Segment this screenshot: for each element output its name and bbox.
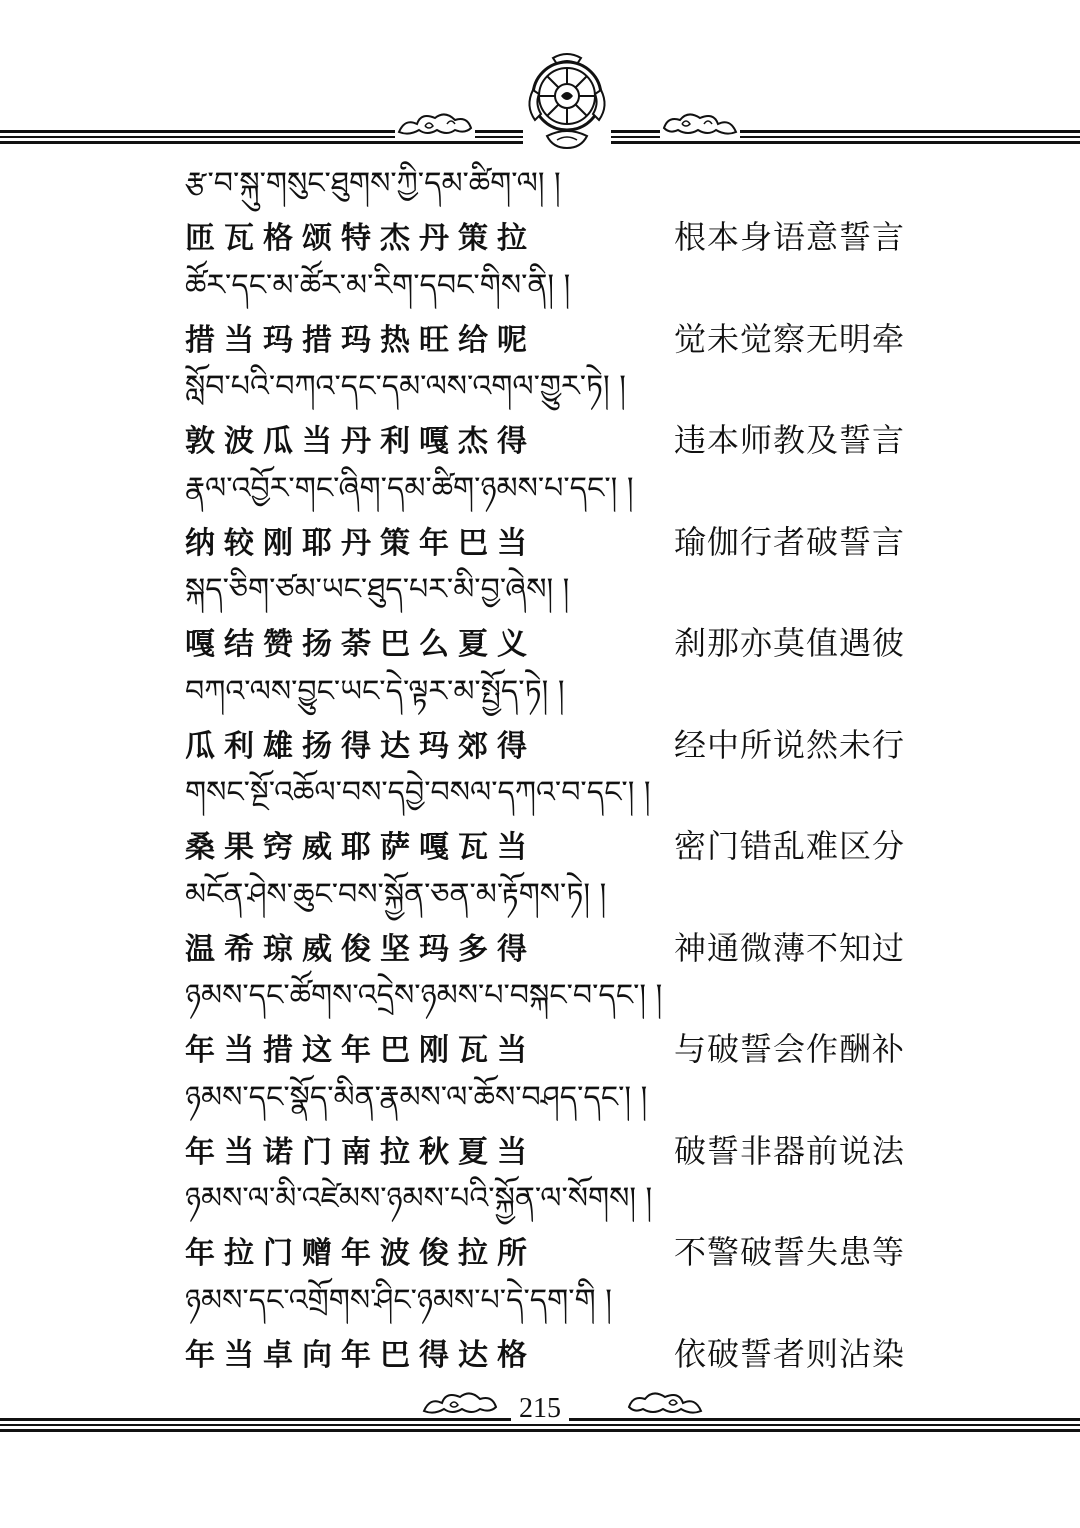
verse-block [185,160,905,262]
verse-block [185,262,905,364]
chinese-translation-line: 觉未觉察无明牵 [673,319,905,358]
transliteration-line: 纳较刚耶丹策年巴当 [185,525,536,561]
verse-block [185,769,905,871]
tibetan-verse-line: བཀའ་ལས་བྱུང་ཡང་དེ་ལྟར་མ་སྤྱོད་ཏེ། ། [185,673,565,709]
tibetan-verse-line: རྣལ་འབྱོར་གང་ཞིག་དམ་ཚིག་ཉམས་པ་དང་། ། [185,470,634,506]
verse-block [185,566,905,668]
chinese-translation-line: 神通微薄不知过 [673,928,905,967]
chinese-translation-line: 经中所说然未行 [673,725,905,764]
page-number-container [0,1393,1080,1425]
tibetan-verse-line: སློབ་པའི་བཀའ་དང་དམ་ལས་འགལ་གྱུར་ཏེ། ། [185,369,626,404]
page-footer-ornament [0,1385,1080,1445]
chinese-translation-line: 根本身语意誓言 [673,218,905,256]
chinese-translation-line: 瑜伽行者破誓言 [673,522,905,561]
footer-rule [0,1429,1080,1432]
transliteration-line: 年当卓向年巴得达格 [185,1337,536,1373]
tibetan-verse-line: སྐད་ཅིག་ཙམ་ཡང་ཐུད་པར་མི་བྱ་ཞེས། ། [185,572,570,607]
tibetan-verse-line: གསང་སྔོ་འཆོལ་བས་དབྱེ་བསལ་དཀའ་བ་དང་། ། [185,775,651,810]
transliteration-line: 瓜利雄扬得达玛郊得 [185,728,536,764]
verse-block [185,363,905,465]
tibetan-verse-line: ཉམས་དང་སྣོད་མིན་རྣམས་ལ་ཆོས་བཤད་དང་། ། [185,1079,648,1115]
verse-list [185,160,905,1378]
transliteration-line: 年拉门赠年波俊拉所 [185,1236,536,1271]
dharma-wheel-icon [523,50,611,160]
cloud-ornament-icon [395,108,475,138]
page-number: 215 [511,1393,569,1424]
chinese-translation-line: 破誓非器前说法 [673,1131,905,1170]
transliteration-line: 年当诺门南拉秋夏当 [185,1134,536,1170]
verse-block [185,1277,905,1379]
tibetan-verse-line: རྩ་བ་སྐུ་གསུང་ཐུགས་ཀྱི་དམ་ཚིག་ལ། ། [185,166,561,201]
verse-block [185,871,905,973]
chinese-translation-line: 依破誓者则沾染 [673,1334,905,1373]
tibetan-verse-line: ཉམས་དང་ཚོགས་འདྲེས་ཉམས་པ་བསྐང་བ་དང་། ། [185,978,663,1013]
chinese-translation-line: 不警破誓失患等 [673,1233,905,1271]
transliteration-line: 措当玛措玛热旺给呢 [185,322,536,358]
transliteration-line: 桑果窍威耶萨嘎瓦当 [185,830,536,865]
transliteration-line: 匝瓦格颂特杰丹策拉 [185,221,536,256]
verse-block [185,465,905,567]
transliteration-line: 嘎结赞扬荼巴么夏义 [185,627,536,662]
verse-block [185,1175,905,1277]
tibetan-verse-line: ཉམས་ལ་མི་འཛེམས་ཉམས་པའི་སྐྱོན་ལ་སོགས། ། [185,1181,653,1216]
tibetan-verse-line: ཉམས་དང་འགྲོགས་ཤིང་ཉམས་པ་དེ་དག་གི ། [185,1282,612,1318]
transliteration-line: 温希琼威俊坚玛多得 [185,931,536,967]
transliteration-line: 年当措这年巴刚瓦当 [185,1033,536,1068]
chinese-translation-line: 刹那亦莫值遇彼 [673,624,905,662]
verse-block [185,668,905,770]
tibetan-verse-line: མངོན་ཤེས་ཆུང་བས་སྐྱོན་ཅན་མ་རྟོགས་ཏེ། ། [185,876,607,912]
chinese-translation-line: 密门错乱难区分 [673,827,905,865]
page-header-ornament [0,50,1080,160]
cloud-ornament-icon [660,108,740,138]
tibetan-verse-line: ཚོར་དང་མ་ཚོར་མ་རིག་དབང་གིས་ནི། ། [185,267,571,303]
transliteration-line: 敦波瓜当丹利嘎杰得 [185,424,536,459]
verse-block [185,1074,905,1176]
verse-block [185,972,905,1074]
chinese-translation-line: 违本师教及誓言 [673,421,905,459]
chinese-translation-line: 与破誓会作酬补 [673,1030,905,1068]
